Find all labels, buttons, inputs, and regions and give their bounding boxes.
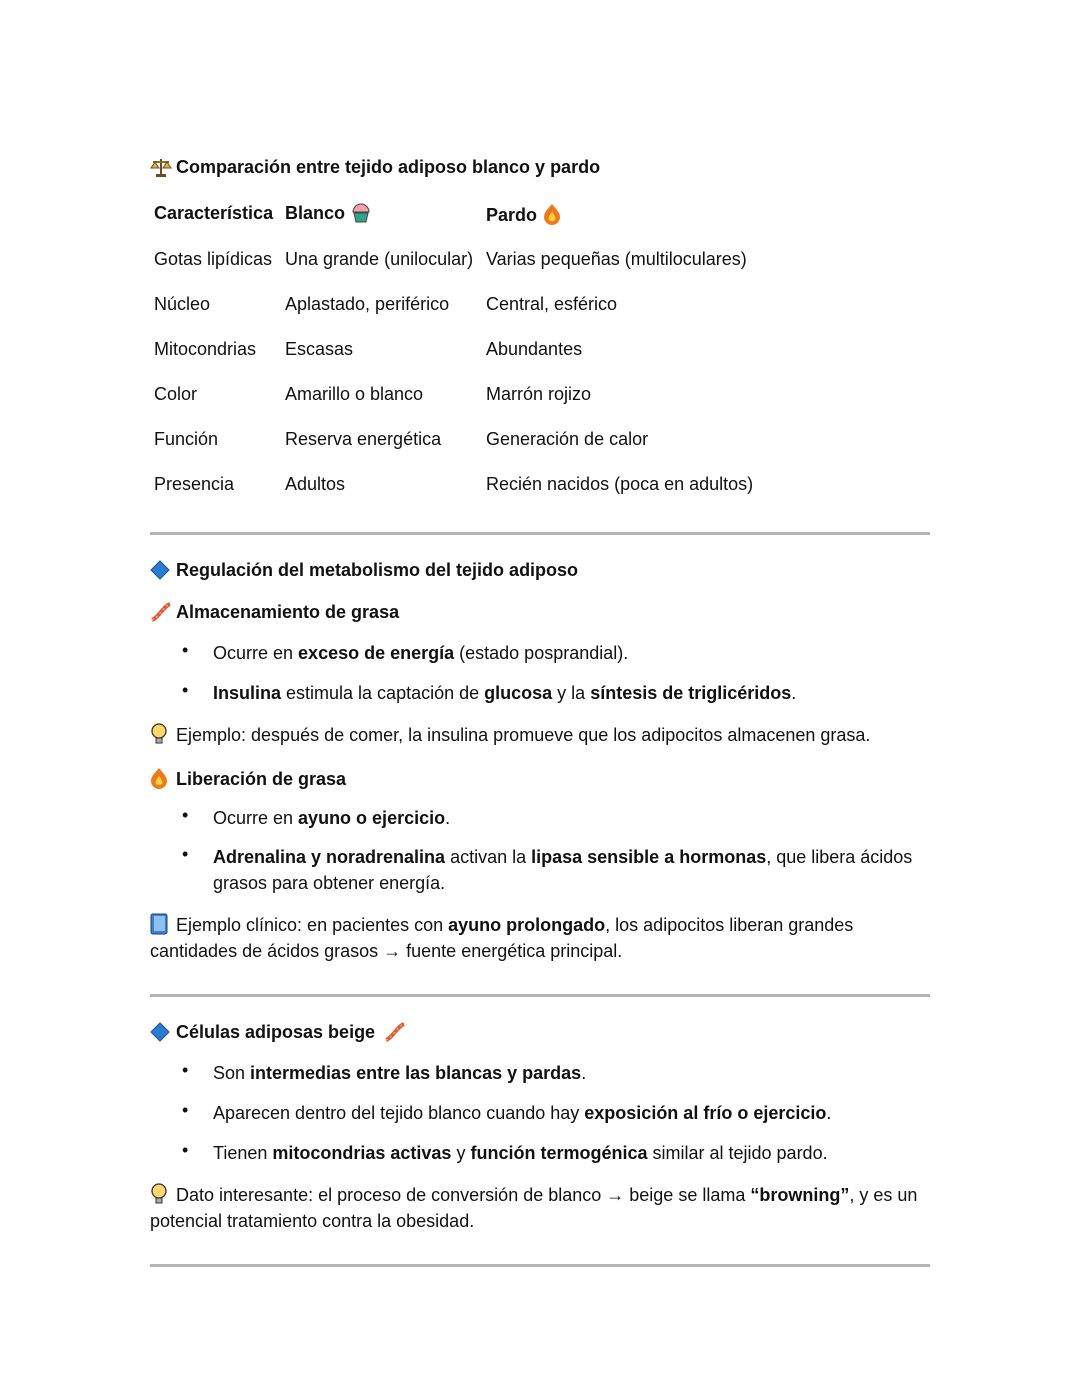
comparison-heading: [150, 157, 600, 178]
text: y: [451, 1143, 471, 1163]
table-cell: Varias pequeñas (multiloculares): [486, 249, 747, 269]
table-header-label: Blanco: [285, 203, 346, 223]
storage-heading: [150, 602, 399, 623]
text: estimula la captación de: [281, 683, 485, 703]
text: Ejemplo clínico: en pacientes con: [176, 915, 449, 935]
fire-icon: [150, 767, 170, 787]
table-header-label: Pardo: [486, 205, 538, 225]
table-cell: Escasas: [285, 339, 354, 359]
table-header-cell: [486, 203, 563, 226]
table-cell: Amarillo o blanco: [285, 384, 424, 404]
text: .: [791, 683, 797, 703]
storage-title: Almacenamiento de grasa: [176, 602, 400, 622]
divider: [150, 994, 930, 997]
text: y la: [552, 683, 591, 703]
table-cell: Núcleo: [154, 294, 211, 314]
text: Ejemplo: después de comer, la insulina promueve que los adipocitos almacenen grasa.: [176, 725, 871, 745]
text: , los adipocitos liberan grandes cantidades de ácidos grasos → fuente energética principal.: [150, 915, 854, 961]
table-cell: Color: [154, 384, 198, 404]
divider: [150, 1264, 930, 1267]
text: (estado posprandial).: [454, 643, 629, 663]
bold-text: exceso de energía: [298, 643, 455, 663]
table-cell: Función: [154, 429, 219, 449]
text: Ocurre en: [213, 643, 299, 663]
list-item-text: [213, 805, 913, 831]
bold-text: ayuno prolongado: [448, 915, 606, 935]
bold-text: “browning”: [750, 1185, 850, 1205]
bold-text: función termogénica: [470, 1143, 648, 1163]
table-cell: Aplastado, periférico: [285, 294, 450, 314]
dna-icon: [150, 602, 170, 622]
comparison-title: Comparación entre tejido adiposo blanco y pardo: [176, 157, 601, 177]
bold-text: síntesis de triglicéridos: [590, 683, 792, 703]
blue-diamond-icon: [150, 1022, 170, 1042]
table-cell: Reserva energética: [285, 429, 442, 449]
bullet-dot: •: [182, 844, 189, 864]
text: Dato interesante: el proceso de conversión de blanco → beige se llama: [176, 1185, 751, 1205]
beige-title: Células adiposas beige: [176, 1022, 376, 1042]
release-example: [150, 912, 920, 964]
balance-scale-icon: [150, 157, 170, 177]
text: activan la: [445, 847, 532, 867]
dna-icon: [384, 1022, 404, 1042]
bullet-dot: •: [182, 1100, 189, 1120]
beige-fact: [150, 1182, 920, 1234]
bullet-dot: •: [182, 640, 189, 660]
fire-icon: [543, 203, 563, 223]
list-item-text: [213, 1140, 913, 1166]
bold-text: Adrenalina y noradrenalina: [213, 847, 446, 867]
bullet-dot: •: [182, 1140, 189, 1160]
text: .: [581, 1063, 587, 1083]
bold-text: intermedias entre las blancas y pardas: [250, 1063, 582, 1083]
release-heading: [150, 767, 346, 790]
light-bulb-icon: [150, 1183, 170, 1203]
table-cell: Central, esférico: [486, 294, 618, 314]
cupcake-icon: [351, 203, 371, 223]
text: Tienen: [213, 1143, 273, 1163]
table-header-cell: Característica: [154, 203, 274, 223]
bold-text: exposición al frío o ejercicio: [584, 1103, 827, 1123]
bold-text: Insulina: [213, 683, 282, 703]
table-cell: Marrón rojizo: [486, 384, 592, 404]
bold-text: ayuno o ejercicio: [298, 808, 446, 828]
table-cell: Generación de calor: [486, 429, 649, 449]
bold-text: lipasa sensible a hormonas: [531, 847, 767, 867]
light-bulb-icon: [150, 723, 170, 743]
list-item-text: [213, 680, 913, 706]
list-item-text: [213, 1100, 913, 1126]
table-cell: Abundantes: [486, 339, 583, 359]
blue-book-icon: [150, 913, 170, 933]
beige-heading: [150, 1022, 410, 1043]
bullet-dot: •: [182, 680, 189, 700]
bullet-dot: •: [182, 1060, 189, 1080]
list-item-text: [213, 844, 913, 896]
text: similar al tejido pardo.: [647, 1143, 828, 1163]
table-cell: Adultos: [285, 474, 346, 494]
bullet-dot: •: [182, 805, 189, 825]
list-item-text: [213, 1060, 913, 1086]
table-header-cell: [285, 203, 371, 224]
release-title: Liberación de grasa: [176, 769, 347, 789]
bold-text: glucosa: [484, 683, 553, 703]
table-cell: Recién nacidos (poca en adultos): [486, 474, 754, 494]
storage-example: [150, 722, 920, 748]
text: .: [826, 1103, 832, 1123]
blue-diamond-icon: [150, 560, 170, 580]
text: , que libera ácidos grasos para obtener energía.: [213, 847, 913, 893]
text: Son: [213, 1063, 251, 1083]
text: Aparecen dentro del tejido blanco cuando hay: [213, 1103, 585, 1123]
bold-text: mitocondrias activas: [272, 1143, 452, 1163]
divider: [150, 532, 930, 535]
regulation-heading: [150, 560, 578, 581]
list-item-text: [213, 640, 913, 666]
text: , y es un potencial tratamiento contra la obesidad.: [150, 1185, 918, 1231]
text: Ocurre en: [213, 808, 299, 828]
table-cell: Mitocondrias: [154, 339, 257, 359]
table-cell: Gotas lipídicas: [154, 249, 273, 269]
regulation-title: Regulación del metabolismo del tejido adiposo: [176, 560, 579, 580]
text: .: [445, 808, 451, 828]
table-cell: Presencia: [154, 474, 235, 494]
table-cell: Una grande (unilocular): [285, 249, 474, 269]
